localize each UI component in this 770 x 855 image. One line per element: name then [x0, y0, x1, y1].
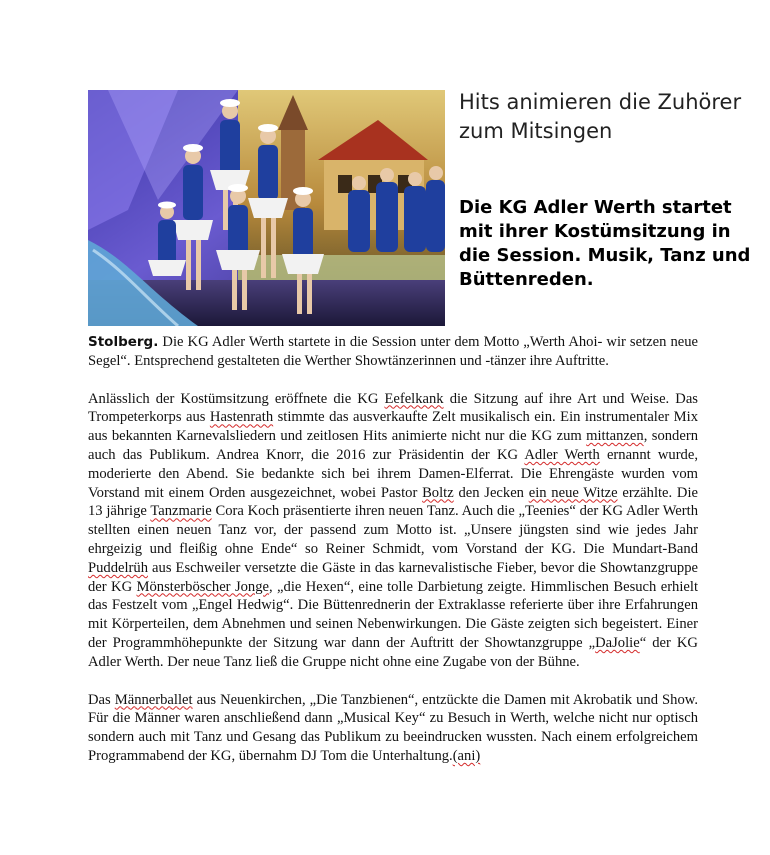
paragraph-text: ernannt wurde, moderierte den Abend. Sie bedankte sich bei ihrem Damen-Elferrat. Die Ehrengäste wurden vom Vorstand mit einem Orden ausgezeichnet, wobei Pastor [88, 446, 698, 501]
paragraph-text: den Jecken [453, 484, 529, 501]
spellcheck-word: mittanzen [586, 428, 644, 445]
spellcheck-word: Männerballet [114, 691, 193, 708]
spellcheck-word: Hastenrath [209, 409, 274, 426]
paragraph-text: Cora Koch präsentierte ihren neuen Tanz. Auch die „Teenies“ der KG Adler Werth stellten einen neuen Tanz vor, der passend zum Motto ist. „Unsere jüngsten sind wie jedes Jahr ehrgeizig und fleißig ohne Ende“ so Reiner Schmidt, vom Vorstand der KG. Die Mundart-Band [88, 503, 698, 557]
article-subheadline: Die KG Adler Werth startet mit ihrer Kostümsitzung in die Session. Musik, Tanz und Büttenreden. [459, 197, 751, 290]
paragraph-text: Die KG Adler Werth startete in die Session unter dem Motto „Werth Ahoi- wir setzen neue Segel“. Entsprechend gestalteten die Werther Showtänzerinnen und -tänzer ihre Auftritte. [88, 334, 698, 369]
author-initials: (ani) [452, 747, 481, 764]
paragraph-text: , sondern auch das Publikum. Andrea Knorr, die 2016 zur Präsidentin der KG [88, 428, 698, 463]
spellcheck-word: DaJolie [595, 634, 640, 651]
paragraph-text: Anlässlich der Kostümsitzung eröffnete die KG [88, 390, 385, 407]
carnival-dancers-photo [88, 90, 445, 326]
article-body [88, 333, 698, 785]
paragraph-text: Das [88, 691, 115, 708]
paragraph-text: , „die Hexen“, eine tolle Darbietung zeigte. Himmlischen Besuch erhielt das Festzelt vom „Engel Hedwig“. Die Büttenrednerin der Extraklasse referierte über ihre Erfahrungen mit Körperteilen, dem Abnehmen und seinen Nebenwirkungen. Die Gäste zeigten sich begeistert. Einer der Programmhöhepunkte der Sitzung war dann der Auftritt der Showtanzgruppe „ [88, 578, 698, 651]
paragraph-text: erzählte. Die 13 jährige [88, 484, 698, 520]
article-headline: Hits animieren die Zuhörer zum Mitsingen [459, 90, 742, 143]
spellcheck-word: Adler Werth [524, 446, 600, 463]
article-dateline: Stolberg. [88, 334, 159, 350]
paragraph-text: aus Eschweiler versetzte die Gäste in das karnevalistische Fieber, bevor die Showtanzgruppe der KG [88, 559, 698, 595]
paragraph-text: die Sitzung auf ihre Art und Weise. Das Trompeterkorps aus [88, 390, 698, 426]
spellcheck-word: Tanzmarie [150, 503, 212, 520]
paragraph-sitzung [88, 390, 698, 672]
paragraph-maennerballet [88, 691, 698, 766]
spellcheck-word: ein neue Witze [528, 484, 618, 501]
article-photo [88, 90, 445, 326]
paragraph-text: “ der KG Adler Werth. Der neue Tanz ließ die Gruppe nicht ohne eine Zugabe von der Bühne. [88, 634, 698, 670]
spellcheck-word: Mönsterböscher Jonge [136, 578, 269, 595]
spellcheck-word: Eefelkank [384, 390, 444, 407]
spellcheck-word: Puddelrüh [88, 559, 148, 576]
paragraph-intro [88, 333, 698, 371]
paragraph-text: stimmte das ausverkaufte Zelt musikalisch ein. Ein instrumentaler Mix aus bekannten Karnevalsliedern und zeitlosen Hits animierte nicht nur die KG zum [88, 409, 698, 445]
paragraph-text: aus Neuenkirchen, „Die Tanzbienen“, entzückte die Damen mit Akrobatik und Show. Für die Männer waren anschließend dann „Musical Key“ zu Besuch in Werth, welche nicht nur optisch sondern auch mit Tanz und Gesang das Publikum zu beeindrucken wussten. Nach einem erfolgreichem Programmabend der KG, übernahm DJ Tom die Unterhaltung. [88, 691, 698, 764]
spellcheck-word: Boltz [422, 484, 454, 501]
